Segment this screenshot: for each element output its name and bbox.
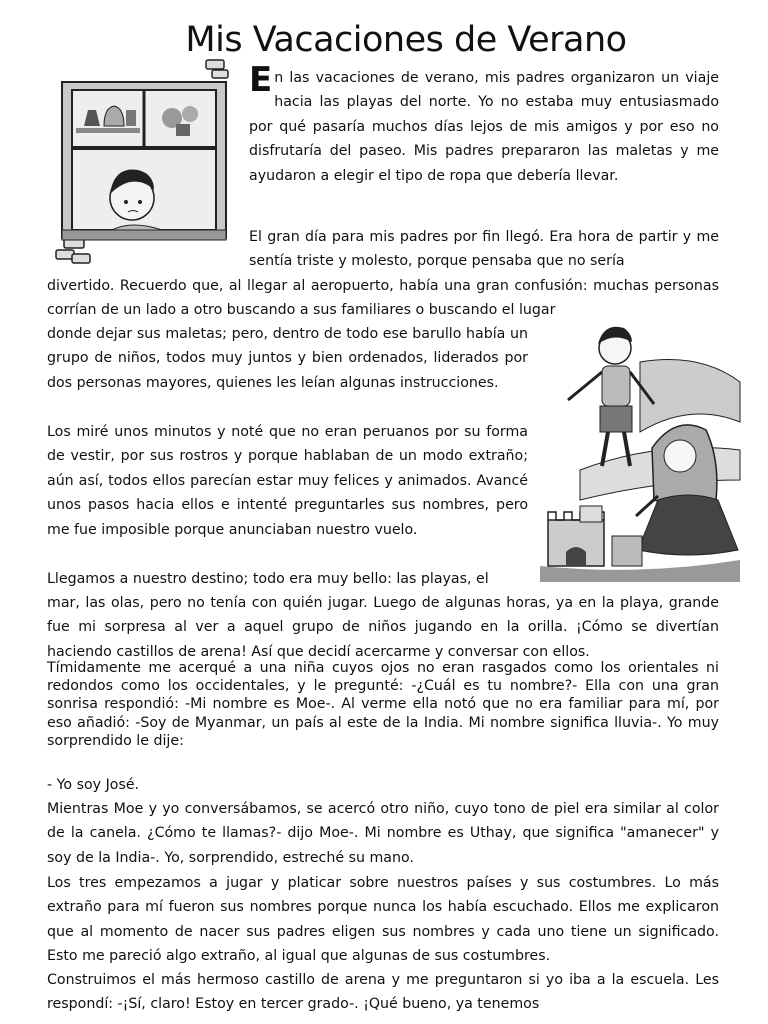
boy-window-illustration	[52, 58, 242, 266]
paragraph-intro-text: n las vacaciones de verano, mis padres organizaron un viaje hacia las playas del norte. Yo no estaba muy entusiasmado por qué pasaría muchos días lejos de mis amigos y por eso no disfrutaría del paseo. Mis padres prepararon las maletas y me ayudaron a elegir el tipo de ropa que debería llevar.	[249, 70, 719, 184]
paragraph-airport-group: donde dejar sus maletas; pero, dentro de todo ese barullo había un grupo de niños, todos muy juntos y bien ordenados, liderados por dos personas mayores, quienes les leían algunas instrucciones.	[47, 326, 528, 391]
page-title: Mis Vacaciones de Verano	[185, 20, 627, 60]
paragraph-observation: Los miré unos minutos y noté que no eran peruanos por su forma de vestir, por sus rostros y porque hablaban de un modo extraño; aún así, todos ellos parecían estar muy felices y animados. Avancé unos pasos hacia ellos e intenté preguntarles sus nombres, pero me fue imposible porque anunciaban nuestro vuelo.	[47, 424, 528, 538]
paragraph-intro	[249, 60, 719, 188]
paragraph-sandcastle: Construimos el más hermoso castillo de arena y me preguntaron si yo iba a la escuela. Les respondí: -¡Sí, claro! Estoy en tercer grado-. ¡Qué bueno, ya tenemos	[47, 972, 719, 1013]
paragraph-departure-full: divertido. Recuerdo que, al llegar al aeropuerto, había una gran confusión: muchas personas corrían de un lado a otro buscando a sus familiares o buscando el lugar	[47, 278, 719, 319]
paragraph-arrival-top: Llegamos a nuestro destino; todo era muy bello: las playas, el	[47, 571, 489, 587]
paragraph-customs: Los tres empezamos a jugar y platicar sobre nuestros países y sus costumbres. Lo más extraño para mí fueron sus nombres porque nunca los había escuchado. Ellos me explicaron que al momento de nacer sus padres eligen sus nombres y cada uno tiene un significado. Esto me pareció algo extraño, al igual que algunas de sus costumbres.	[47, 875, 719, 965]
paragraph-departure-top: El gran día para mis padres por fin llegó. Era hora de partir y me sentía triste y molesto, porque pensaba que no sería	[249, 229, 719, 270]
drop-cap: E	[249, 60, 273, 100]
paragraph-moe: Tímidamente me acerqué a una niña cuyos ojos no eran rasgados como los orientales ni redondos como los occidentales, y le pregunté: -¿Cuál es tu nombre?- Ella con una gran sonrisa respondió: -Mi nombre es Moe-. Al verme ella notó que no era familiar para mí, por eso añadió: -Soy de Myanmar, un país al este de la India. Mi nombre significa lluvia-. Yo muy sorprendido le dije:	[47, 660, 719, 749]
sandcastle-children-illustration	[540, 320, 745, 582]
paragraph-jose: - Yo soy José.	[47, 777, 140, 793]
paragraph-arrival-full: mar, las olas, pero no tenía con quién jugar. Luego de algunas horas, ya en la playa, grande fue mi sorpresa al ver a aquel grupo de niños jugando en la orilla. ¡Cómo se divertían haciendo castillos de arena! Así que decidí acercarme y conversar con ellos.	[47, 595, 719, 660]
paragraph-uthay: Mientras Moe y yo conversábamos, se acercó otro niño, cuyo tono de piel era similar al color de la canela. ¿Cómo te llamas?- dijo Moe-. Mi nombre es Uthay, que significa "amanecer" y soy de la India-. Yo, sorprendido, estreché su mano.	[47, 801, 719, 866]
